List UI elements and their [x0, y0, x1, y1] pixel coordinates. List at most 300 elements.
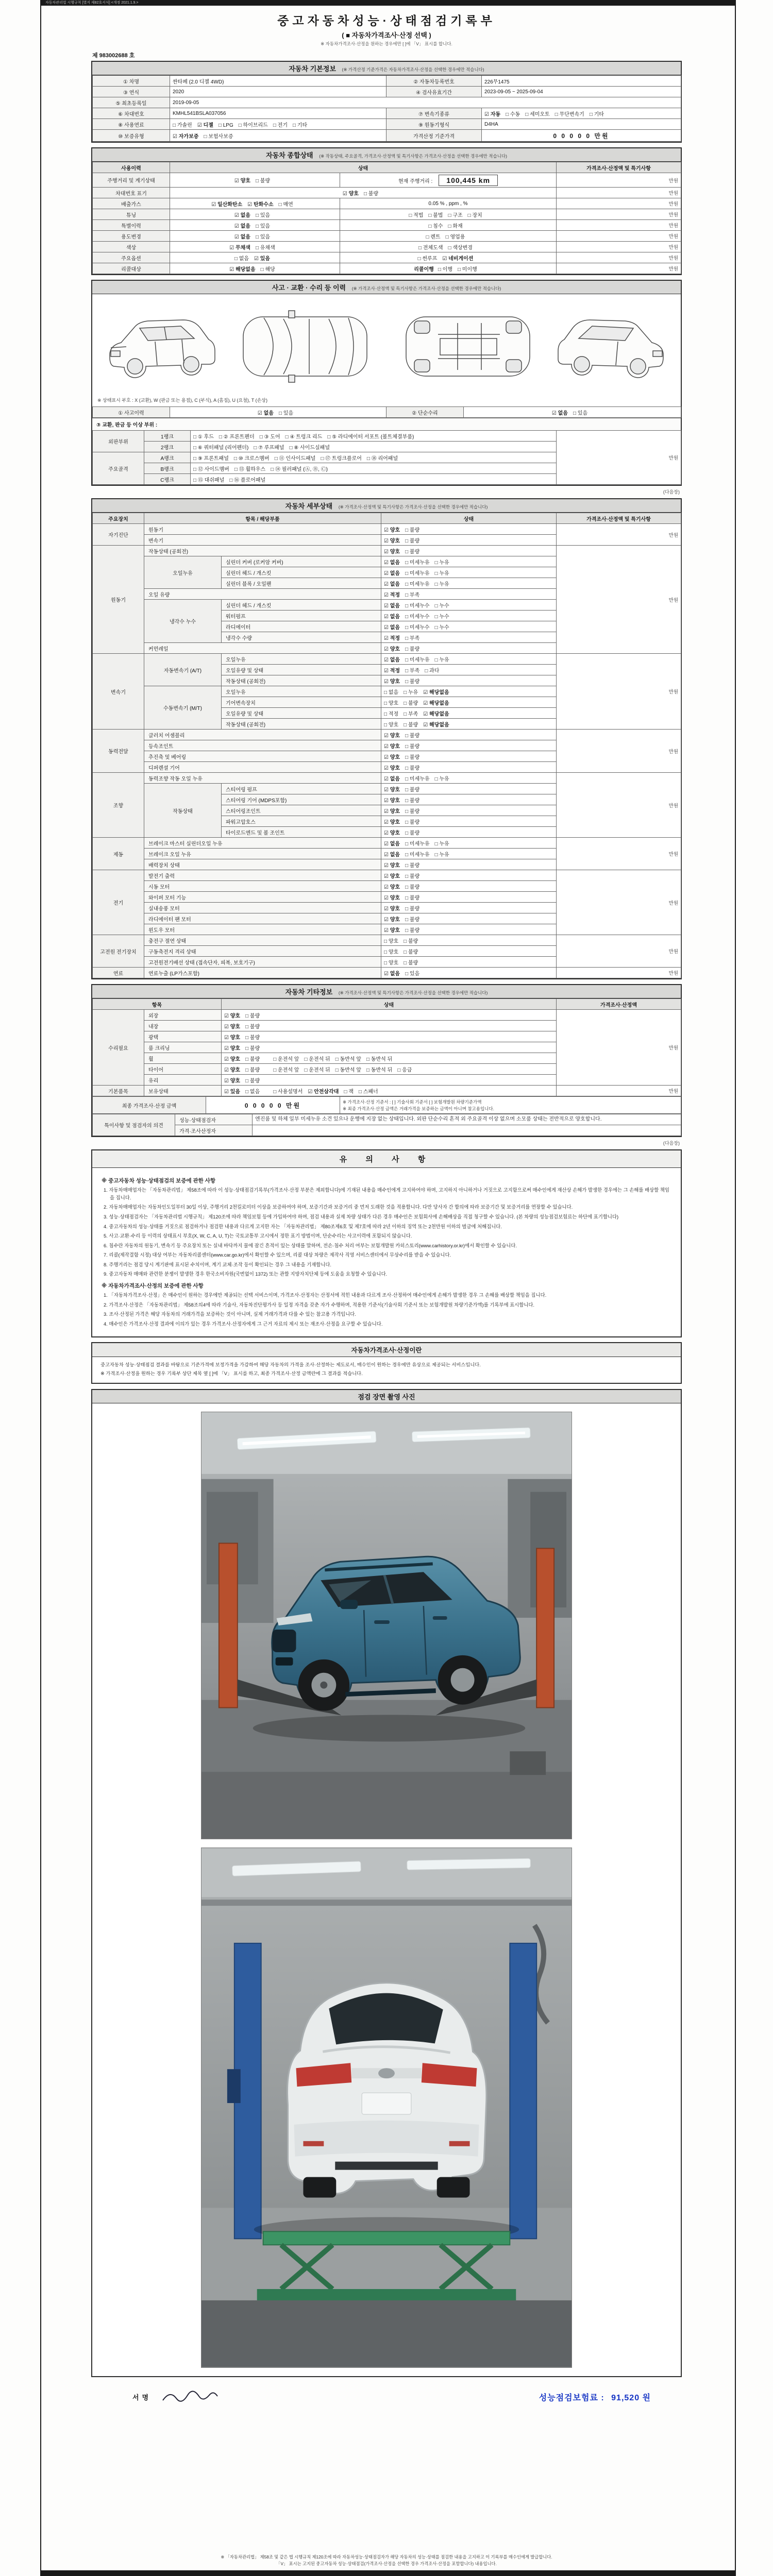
checkbox-option: □ 불량 — [405, 798, 420, 804]
checkbox-option: ☑ 양호 — [384, 884, 400, 890]
table-row — [93, 546, 681, 556]
checkbox-option: □ 불량 — [245, 1078, 260, 1084]
signature-label: 서명 — [132, 2393, 152, 2401]
table-cell — [381, 675, 557, 686]
table-cell — [381, 827, 557, 838]
checkbox-option: ☑ 양호 — [384, 927, 400, 934]
section-title: 점검 장면 촬영 사진 — [358, 1393, 415, 1401]
table-cell — [340, 231, 557, 242]
table-cell — [191, 431, 557, 442]
checkbox-option: ☑ 양호 — [384, 808, 400, 815]
checkbox-option: □ 누유 — [434, 570, 449, 577]
checkbox-option: □ 누유 — [434, 776, 449, 782]
table-cell: 디퍼렌셜 기어 — [144, 762, 381, 773]
table-cell — [381, 892, 557, 903]
checkbox-option: □ LPG — [218, 122, 233, 128]
next-page-marker: (다음장) — [663, 489, 680, 495]
comprehensive-status-table — [92, 162, 681, 274]
table-cell: 수리필요 — [93, 1010, 144, 1086]
checkbox-option: □ 장치 — [467, 212, 482, 218]
notice-section-title: ※ 자동차가격조사·산정의 보증에 관한 사항 — [102, 1283, 204, 1290]
accident-history-section — [91, 280, 682, 486]
checkbox-option: ☑ 양호 — [384, 819, 400, 825]
checkbox-option: ☑ 적정 — [384, 668, 400, 674]
table-cell: 리콜대상 — [93, 263, 170, 274]
section-title: 자동차 기본정보 — [289, 65, 336, 73]
checkbox-option: □ 미세누유 — [405, 776, 430, 782]
checkbox-option: □ 잭 — [344, 1089, 354, 1095]
checkbox-option: □ ⑨ 프론트패널 — [193, 455, 229, 462]
table-cell — [381, 784, 557, 794]
table-cell — [381, 611, 557, 621]
table-cell: 외장 — [144, 1010, 222, 1021]
checkbox-option: ☑ 양호 — [224, 1045, 241, 1052]
table-cell: 만원 — [557, 870, 681, 935]
checkbox-option: □ 미세누유 — [405, 841, 430, 847]
checkbox-option: □ 불량 — [245, 1024, 260, 1030]
checkbox-option: ☑ 탄화수소 — [247, 201, 274, 208]
table-cell: 만원 — [557, 935, 681, 968]
checkbox-option: ☑ 없음 — [384, 614, 400, 620]
checkbox-option: ☑ 해당없음 — [423, 711, 449, 717]
checkbox-option: □ 없음 — [384, 689, 399, 696]
table-cell: 타이어 — [144, 1064, 222, 1075]
table-cell: 싼타페 (2.0 디젤 4WD) — [170, 76, 386, 87]
checkbox-option: □ 미세누수 — [405, 614, 430, 620]
form-reference: 자동차관리법 시행규칙 [별지 제82호서식] <개정 2021.1.9.> — [45, 1, 139, 5]
table-cell: 등속조인트 — [144, 740, 381, 751]
checkbox-option: ☑ 양호 — [384, 646, 400, 652]
checkbox-option: ☑ 없음 — [384, 776, 400, 782]
table-cell — [222, 1042, 557, 1053]
table-cell: 상태 — [170, 162, 557, 173]
table-cell: 작동상태 (공회전) — [222, 675, 381, 686]
basic-info-table-mount — [92, 75, 681, 142]
table-cell: 만원 — [557, 968, 681, 978]
table-cell: 냉각수 누수 — [144, 600, 222, 643]
checkbox-option: ☑ 일산화탄소 — [211, 201, 243, 208]
table-cell: 오일누유 — [144, 556, 222, 589]
page-subtitle: ( ■ 자동차가격조사·산정 선택 ) — [342, 31, 431, 39]
current-mileage: 100,445 km — [439, 175, 498, 186]
checkbox-option: □ 불량 — [405, 873, 420, 879]
page-title: 중고자동차성능·상태점검기록부 — [277, 14, 496, 27]
table-cell — [381, 762, 557, 773]
checkbox-option: □ 불량 — [245, 1067, 260, 1073]
table-cell: 클러치 어셈블리 — [144, 730, 381, 740]
checkbox-option: ☑ 양호 — [384, 754, 400, 760]
table-cell: 룸 크리닝 — [144, 1042, 222, 1053]
table-cell: 1랭크 — [144, 431, 191, 442]
checkbox-option: □ ② 프론트펜더 — [219, 434, 255, 440]
checkbox-option: □ 색상변경 — [448, 245, 473, 251]
table-row — [93, 76, 681, 87]
car-front-quarter-diagram — [100, 301, 219, 392]
table-row — [93, 1097, 681, 1114]
table-cell: 만원 — [557, 773, 681, 838]
checkbox-option: □ 있음 — [573, 410, 588, 416]
table-cell: 외판부위 — [93, 431, 144, 452]
table-cell: 오일누유 — [222, 686, 381, 697]
section-note: (※ 가격조사·산정액 및 특기사항은 가격조사·산정을 선택한 경우에만 적습니다) — [338, 504, 488, 510]
table-cell — [381, 794, 557, 805]
checkbox-option: ☑ 양호 — [384, 895, 400, 901]
table-row — [93, 524, 681, 535]
checkbox-option: □ ⑱ 리어패널 — [366, 455, 398, 462]
table-cell: 가격·조사산정자 — [175, 1125, 253, 1136]
table-row — [93, 231, 681, 242]
checkbox-option: □ 누수 — [434, 624, 449, 631]
table-cell: 만원 — [557, 209, 681, 220]
table-cell: C랭크 — [144, 474, 191, 485]
table-cell — [222, 1075, 557, 1086]
notice-item: 6. 침수란 자동차의 원동기, 변속기 등 주요장치 또는 실내 바닥까지 물에 잠긴 흔적이 있는 상태를 말하며, 전손·침수 처리 여부는 보험개발원 카히스토리(www.carhistory.or.kr)에서 확인할 수 있습니다. — [104, 1242, 517, 1248]
checkbox-option: □ 적법 — [409, 212, 424, 218]
table-cell: 변속기 — [144, 535, 381, 546]
checkbox-option: □ ⑦ 루프패널 — [254, 445, 284, 451]
checkbox-option: □ 운전석 앞 — [273, 1056, 299, 1062]
checkbox-option: □ 화재 — [448, 223, 463, 229]
checkbox-option: □ 누유 — [434, 560, 449, 566]
table-cell: 실린더 헤드 / 개스킷 — [222, 600, 381, 611]
table-row — [93, 513, 681, 524]
table-cell: 동력조향 작동 오일 누유 — [144, 773, 381, 784]
checkbox-option: □ 불량 — [405, 862, 420, 869]
table-cell — [381, 665, 557, 675]
checkbox-option: ☑ 양호 — [384, 538, 400, 544]
table-cell — [381, 643, 557, 654]
table-cell — [381, 881, 557, 892]
table-cell: 작동상태 (공회전) — [222, 719, 381, 730]
checkbox-option: □ 부족 — [405, 668, 420, 674]
notice-item: 3. 조사·산정된 가격은 해당 자동차의 거래가격을 보증하는 것이 아니며, 실제 거래가격과 다를 수 있는 참고용 가격입니다. — [104, 1311, 356, 1317]
price-info-line: ※ 가격조사·산정을 원하는 경우 기록부 상단 제목 옆 [ ]에 「V」 표시를 하고, 최종 가격조사·산정 금액란에 그 결과를 적습니다. — [100, 1371, 363, 1377]
table-cell: 라디에이터 — [222, 621, 381, 632]
table-cell — [381, 913, 557, 924]
checkbox-option: □ 불량 — [405, 646, 420, 652]
table-row — [93, 935, 681, 946]
checkbox-option: ☑ 없음 — [384, 624, 400, 631]
table-cell: 와이퍼 모터 기능 — [144, 892, 381, 903]
checkbox-option: □ 있음 — [255, 212, 271, 218]
checkbox-option: □ 불량 — [405, 895, 420, 901]
table-cell: 구동축전지 격리 상태 — [144, 946, 381, 957]
table-row — [93, 730, 681, 740]
checkbox-option: ☑ 적정 — [384, 592, 400, 598]
table-cell: 제동 — [93, 838, 144, 870]
checkbox-option: □ 수동 — [506, 111, 520, 117]
table-cell: ⑩ 보증유형 — [93, 130, 170, 142]
checkbox-option: □ ④ 트렁크 리드 — [285, 434, 323, 440]
table-cell: 배력장치 상태 — [144, 859, 381, 870]
checkbox-option: □ 불량 — [405, 743, 420, 750]
panel-rank-table-mount — [92, 430, 681, 485]
title-block — [91, 11, 682, 47]
table-cell: 스티어링조인트 — [222, 805, 381, 816]
checkbox-option: ☑ 양호 — [384, 862, 400, 869]
checkbox-option: ☑ 양호 — [384, 549, 400, 555]
table-cell: 만원 — [557, 242, 681, 252]
table-cell: 엔진룸 및 하체 일부 미세누유 소견 있으나 운행에 지장 없는 상태입니다. 외판 단순수리 흔적 외 주요골격 이상 없으며 소모품 상태는 전반적으로 양호합니다. — [253, 1114, 681, 1125]
notice-body — [92, 1168, 681, 1336]
footer-line-1: ※ 「자동차관리법」 제58조 및 같은 법 시행규칙 제120조에 따라 자동차성능·상태점검자가 해당 자동차의 성능·상태를 점검한 내용을 고지하고 이 기록부를 매수인에게 발급합니다. — [221, 2554, 552, 2560]
checkbox-option: ☑ 양호 — [384, 917, 400, 923]
table-cell: 충전구 절연 상태 — [144, 935, 381, 946]
checkbox-option: □ 불량 — [405, 765, 420, 771]
checkbox-option: □ 미이행 — [457, 266, 477, 273]
table-cell: 2랭크 — [144, 442, 191, 452]
checkbox-option: ☑ 양호 — [224, 1067, 241, 1073]
checkbox-option: ☑ 없음 — [234, 212, 250, 218]
table-cell: 사용이력 — [93, 162, 170, 173]
checkbox-option: □ 불량 — [245, 1056, 260, 1062]
table-cell — [170, 252, 340, 263]
checkbox-option: □ 불법 — [428, 212, 443, 218]
section-note: (※ 가격조사·산정액 및 특기사항은 가격조사·산정을 선택한 경우에만 적습니다) — [351, 286, 501, 291]
table-cell: 오일유량 및 상태 — [222, 665, 381, 675]
detail-table-mount — [92, 513, 681, 978]
table-row — [93, 838, 681, 849]
checkbox-option: ☑ 적정 — [384, 635, 400, 641]
table-cell: B랭크 — [144, 463, 191, 474]
checkbox-option: □ 미세누수 — [405, 624, 430, 631]
checkbox-option: ☑ 없음 — [384, 971, 400, 977]
checkbox-option: ☑ 없음 — [551, 410, 568, 416]
checkbox-option: ☑ 없음 — [384, 841, 400, 847]
checkbox-option: □ 불량 — [245, 1013, 260, 1019]
checkbox-option: ☑ 없음 — [384, 603, 400, 609]
checkbox-option: □ 불량 — [405, 884, 420, 890]
table-cell: 최종 가격조사·산정 금액 — [93, 1097, 206, 1114]
inspector-opinion-mount — [92, 1114, 681, 1136]
checkbox-option: □ 매연 — [278, 201, 293, 208]
note-line: ※ 최종 가격조사·산정 금액은 거래가격을 보증하는 금액이 아니며 참고용입니다. — [343, 1106, 494, 1111]
table-cell: 고전원 전기장치 — [93, 935, 144, 968]
table-cell: 자기진단 — [93, 524, 144, 546]
checkbox-option: □ 누유 — [434, 581, 449, 587]
table-cell: 0 0 0 0 0 만원 — [206, 1097, 340, 1114]
table-row — [93, 108, 681, 119]
checkbox-option: □ 있음 — [278, 410, 294, 416]
table-cell: 항목 / 해당부품 — [144, 513, 381, 524]
table-cell: 특이사항 및 점검자의 의견 — [93, 1114, 175, 1136]
document-number: 제 983002688 호 — [92, 53, 135, 59]
checkbox-option: □ 불량 — [245, 1045, 260, 1052]
table-cell: 만원 — [557, 1086, 681, 1096]
notice-item: 1. 자동차매매업자는 「자동차관리법」 제58조에 따라 이 성능·상태점검기록부(가격조사·산정 부분은 제외합니다)에 기재된 내용을 매수인에게 고지하여야 하며, 고지하지 아니하거나 거짓으로 고지함으로써 매수인에게 재산상 손해가 발생한 경우에는 그 손해를 배상할 책임을 집니다. — [104, 1187, 669, 1200]
section-note: (※ 작동상태, 주요골격, 가격조사·산정액 및 특기사항은 가격조사·산정을 선택한 경우에만 적습니다) — [319, 154, 507, 159]
table-cell — [381, 578, 557, 589]
checkbox-option: □ 불량 — [405, 754, 420, 760]
checkbox-option: □ 보험사보증 — [204, 133, 233, 140]
checkbox-option: □ ① 후드 — [193, 434, 214, 440]
table-cell: 실린더 헤드 / 개스킷 — [222, 567, 381, 578]
notice-item: 3. 성능·상태점검자는 「자동차관리법 시행규칙」 제120조에 따라 책임보험 등에 가입하여야 하며, 점검 내용과 실제 차량 상태가 다른 경우 매수인은 보험회사에 손해배상을 직접 청구할 수 있습니다. (본 차량의 성능점검보험료는 하단에 표기합니다) — [104, 1214, 619, 1219]
checkbox-option: □ 불량 — [405, 830, 420, 836]
table-cell — [191, 442, 557, 452]
table-cell: A랭크 — [144, 452, 191, 463]
table-cell: ⑤ 최초등록일 — [93, 97, 170, 108]
table-cell: 만원 — [557, 1010, 681, 1086]
checkbox-option: ☑ 없음 — [384, 581, 400, 587]
inspection-photos-section — [91, 1389, 682, 2377]
table-cell: 만원 — [557, 173, 681, 188]
table-cell — [381, 697, 557, 708]
table-row — [93, 1010, 681, 1021]
table-row — [93, 87, 681, 97]
checkbox-option: □ 누수 — [434, 614, 449, 620]
checkbox-option: □ 누유 — [404, 689, 418, 696]
checkbox-option: □ 썬루프 — [417, 256, 438, 262]
detail-status-table — [92, 513, 681, 978]
table-cell: 차대번호 표기 — [93, 188, 170, 198]
table-cell: 연료 — [93, 968, 144, 978]
table-cell: 스티어링 기어 (MDPS포함) — [222, 794, 381, 805]
damage-symbol-legend: ※ 상태표시 부호 : X (교환), W (판금 또는 용접), C (부식), A (흠집), U (요철), T (손상) — [97, 398, 267, 403]
mileage-label: 현재 주행거리 : — [398, 178, 433, 184]
checkbox-option: □ 미세누수 — [405, 603, 430, 609]
table-cell — [222, 1053, 557, 1064]
table-cell — [340, 1097, 681, 1114]
checkbox-option: □ 기타 — [292, 122, 308, 128]
table-cell — [381, 708, 557, 719]
table-row — [93, 1125, 681, 1136]
checkbox-option: □ 응급 — [397, 1067, 412, 1073]
checkbox-option: ☑ 해당없음 — [423, 722, 449, 728]
table-cell: 발전기 출력 — [144, 870, 381, 881]
table-cell — [170, 407, 386, 418]
table-cell — [191, 463, 557, 474]
comprehensive-table-mount — [92, 162, 681, 274]
checkbox-option: ☑ 해당없음 — [423, 700, 449, 706]
final-price-table-mount — [92, 1096, 681, 1114]
basic-info-table — [92, 75, 681, 142]
checkbox-option: □ ⑬ 휠하우스 — [234, 466, 266, 472]
table-cell: 브레이크 오일 누유 — [144, 849, 381, 859]
table-cell — [464, 407, 681, 418]
table-cell — [381, 968, 557, 978]
section-note: (※ 가격조사·산정액 및 특기사항은 가격조사·산정을 선택한 경우에만 적습니다) — [338, 990, 488, 995]
checkbox-option: □ 무단변속기 — [554, 111, 584, 117]
checkbox-option: □ 불량 — [245, 1035, 260, 1041]
table-row — [93, 242, 681, 252]
table-cell — [381, 816, 557, 827]
table-row — [93, 173, 681, 188]
table-row — [93, 119, 681, 130]
table-cell: 2023-09-05 ~ 2025-09-04 — [482, 87, 681, 97]
checkbox-option: ☑ 양호 — [384, 798, 400, 804]
table-cell: 주요장치 — [93, 513, 144, 524]
checkbox-option: □ 불량 — [255, 178, 271, 184]
comprehensive-status-section — [91, 147, 682, 275]
checkbox-option: □ ⑪ 인사이드패널 — [274, 455, 316, 462]
table-cell: ⑦ 변속기종류 — [386, 108, 482, 119]
scan-edge-right — [735, 0, 736, 2576]
table-cell: 자동변속기 (A/T) — [144, 654, 222, 686]
table-cell: 유리 — [144, 1075, 222, 1086]
other-info-title-bar — [92, 985, 681, 998]
table-row — [93, 773, 681, 784]
checkbox-option: ☑ 디젤 — [197, 122, 213, 128]
table-row — [93, 220, 681, 231]
notice-item: 5. 사고·교환·수리 등 이력의 상태표시 부호(X, W, C, A, U, T)는 국토교통부 고시에서 정한 표기 방법이며, 단순수리는 사고이력에 포함되지 않습니다. — [104, 1233, 412, 1239]
checkbox-option: ☑ 양호 — [384, 765, 400, 771]
table-cell: 변속기 — [93, 654, 144, 730]
table-cell: 브레이크 마스터 실린더오일 누유 — [144, 838, 381, 849]
checkbox-option: □ 운전석 앞 — [273, 1067, 299, 1073]
table-cell: 용도변경 — [93, 231, 170, 242]
checkbox-option: □ 스패너 — [358, 1089, 378, 1095]
table-cell — [170, 242, 340, 252]
table-cell — [170, 209, 340, 220]
table-cell — [222, 1086, 557, 1096]
table-row — [93, 198, 681, 209]
checkbox-option: □ 미세누유 — [405, 560, 430, 566]
other-info-table — [92, 998, 681, 1096]
table-cell: 커먼레일 — [144, 643, 381, 654]
checkbox-option: □ 양호 — [384, 949, 399, 955]
checkbox-option: ☑ 양호 — [224, 1078, 241, 1084]
table-cell: 스티어링 펌프 — [222, 784, 381, 794]
table-row — [93, 130, 681, 142]
table-cell: 0.05 % , ppm , % — [340, 198, 557, 209]
checkbox-option: □ 불량 — [405, 549, 420, 555]
checkbox-option: ☑ 자동 — [484, 111, 501, 117]
checkbox-option: ☑ 네비게이션 — [442, 256, 474, 262]
checkbox-option: □ 불량 — [404, 700, 418, 706]
checkbox-option: □ 있음 — [255, 223, 271, 229]
checkbox-option: □ 구조 — [448, 212, 463, 218]
checkbox-option: ☑ 양호 — [224, 1035, 241, 1041]
table-cell: 만원 — [557, 524, 681, 546]
table-cell: 내장 — [144, 1021, 222, 1031]
table-cell — [381, 589, 557, 600]
checkbox-option: □ 운전석 뒤 — [304, 1056, 330, 1062]
checkbox-option: ☑ 양호 — [234, 178, 250, 184]
table-cell: 가격산정 기준가격 — [386, 130, 482, 142]
notice-item: 2. 자동차매매업자는 자동차인도일부터 30일 이상, 주행거리 2천킬로미터 이상을 보증하여야 하며, 보증기간과 보증거리 중 먼저 도래한 것을 적용합니다. 다만 당사자 간 합의에 따라 보증기간 및 보증거리를 연장할 수 있습니다. — [104, 1204, 573, 1210]
checkbox-option: ☑ 있음 — [224, 1089, 241, 1095]
checkbox-option: ☑ 양호 — [224, 1024, 241, 1030]
table-cell: 튜닝 — [93, 209, 170, 220]
checkbox-option: □ 적정 — [384, 711, 399, 717]
checkbox-option: □ 양호 — [384, 938, 399, 944]
notice-item: 4. 매수인은 가격조사·산정 결과에 이의가 있는 경우 가격조사·산정자에게 그 근거 자료의 제시 또는 재조사·산정을 요구할 수 있습니다. — [104, 1321, 383, 1327]
checkbox-option: □ 이행 — [438, 266, 452, 273]
checkbox-option: □ 불량 — [405, 819, 420, 825]
table-row — [93, 968, 681, 978]
signature-row — [91, 2382, 682, 2409]
checkbox-option: ☑ 없음 — [384, 560, 400, 566]
checkbox-option: □ 가솔린 — [173, 122, 192, 128]
notice-item: 4. 중고자동차의 성능·상태를 거짓으로 점검하거나 점검한 내용과 다르게 고지한 자는 「자동차관리법」 제80조제6호 및 제7호에 따라 2년 이하의 징역 또는 2천만원 이하의 벌금에 처해집니다. — [104, 1223, 502, 1229]
notice-item: 7. 리콜(제작결함 시정) 대상 여부는 자동차리콜센터(www.car.go.kr)에서 확인할 수 있으며, 리콜 대상 차량은 제작사 직영 서비스센터에서 무상수리를 받을 수 있습니다. — [104, 1252, 451, 1258]
table-cell — [340, 173, 557, 188]
table-cell: ⑧ 사용연료 — [93, 119, 170, 130]
checkbox-option: ☑ 없음 — [234, 234, 250, 240]
checkbox-option: □ 영업용 — [445, 234, 465, 240]
footer-notes — [62, 2554, 711, 2567]
table-cell: 만원 — [557, 231, 681, 242]
notice-item: 2. 가격조사·산정은 「자동차관리법」 제58조의4에 따라 기술사, 자동차진단평가사 등 일정 자격을 갖춘 자가 수행하며, 적용한 기준서(기술사회 기준서 또는 보험개발원 차량기준가액)를 기록부에 표시합니다. — [104, 1301, 534, 1308]
checkbox-option: □ 동반석 앞 — [335, 1056, 361, 1062]
checkbox-option: □ 사용설명서 — [273, 1089, 303, 1095]
notice-section — [91, 1149, 682, 1337]
table-cell — [170, 188, 557, 198]
table-cell — [170, 220, 340, 231]
table-cell: 색상 — [93, 242, 170, 252]
table-cell: ⑨ 원동기형식 — [386, 119, 482, 130]
